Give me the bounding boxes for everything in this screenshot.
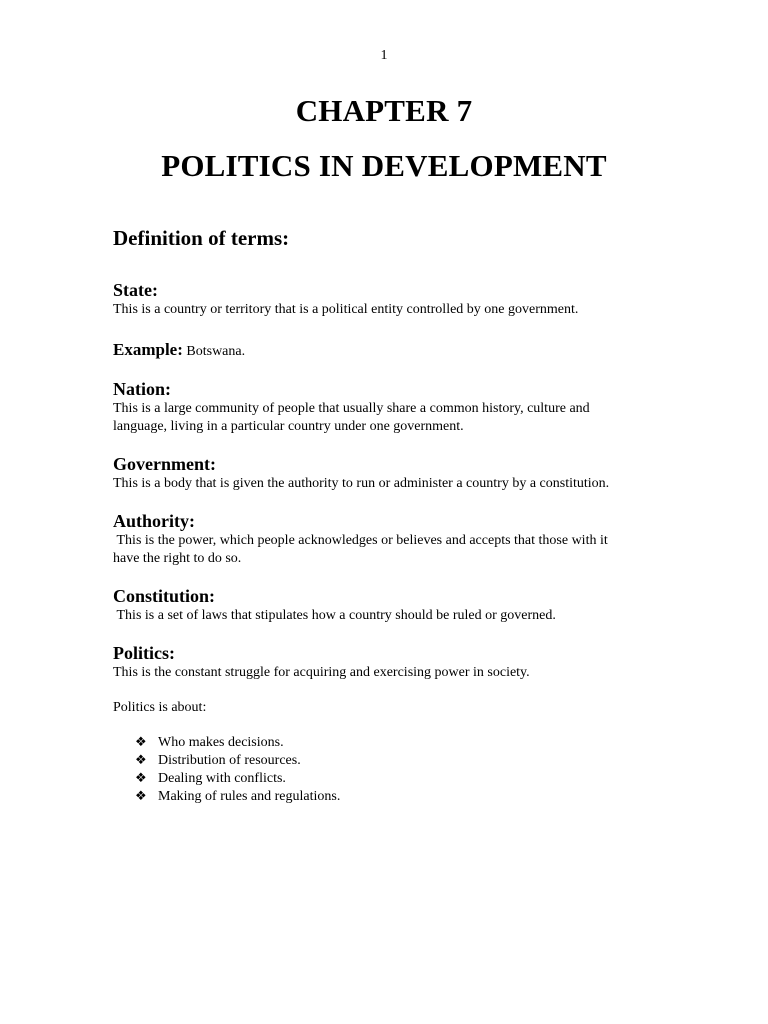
term-constitution (113, 586, 673, 625)
list-item (135, 752, 673, 770)
list-item (135, 788, 673, 806)
chapter-title: CHAPTER 7 (295, 93, 473, 128)
example-label: Example: (113, 340, 183, 359)
term-text-politics: This is the constant struggle for acquiring and exercising power in society. (113, 665, 530, 680)
term-politics (113, 643, 673, 682)
term-state (113, 280, 673, 319)
section-heading: Definition of terms: (113, 226, 290, 250)
list-item-text: Who makes decisions. (158, 735, 284, 750)
list-item-text: Dealing with conflicts. (158, 771, 286, 786)
diamond-bullet-icon: ❖ (135, 753, 147, 768)
term-title-government: Government: (113, 454, 216, 474)
term-text-state: This is a country or territory that is a political entity controlled by one government. (113, 302, 579, 317)
term-title-constitution: Constitution: (113, 586, 216, 606)
example-line (113, 339, 673, 362)
term-text-nation: This is a large community of people that usually share a common history, culture and language, living in a particular country under one government. (113, 401, 590, 434)
term-title-state: State: (113, 280, 158, 300)
term-government (113, 454, 673, 493)
politics-about-intro: Politics is about: (113, 700, 207, 715)
term-title-politics: Politics: (113, 643, 175, 663)
list-item (135, 734, 673, 752)
politics-about-list (113, 734, 673, 806)
diamond-bullet-icon: ❖ (135, 789, 147, 804)
chapter-subtitle: POLITICS IN DEVELOPMENT (161, 148, 607, 183)
term-authority (113, 511, 673, 568)
term-text-authority: This is the power, which people acknowledges or believes and accepts that those with it have the right to do so. (113, 533, 608, 566)
term-title-nation: Nation: (113, 379, 171, 399)
term-text-government: This is a body that is given the authority to run or administer a country by a constitution. (113, 476, 610, 491)
list-item-text: Making of rules and regulations. (158, 789, 341, 804)
term-title-authority: Authority: (113, 511, 195, 531)
term-text-constitution: This is a set of laws that stipulates how a country should be ruled or governed. (113, 608, 556, 623)
page-number: 1 (380, 48, 388, 63)
diamond-bullet-icon: ❖ (135, 735, 147, 750)
diamond-bullet-icon: ❖ (135, 771, 147, 786)
list-item (135, 770, 673, 788)
term-nation (113, 379, 673, 436)
definitions-body (113, 280, 673, 806)
example-text: Botswana. (182, 344, 246, 359)
list-item-text: Distribution of resources. (158, 753, 301, 768)
